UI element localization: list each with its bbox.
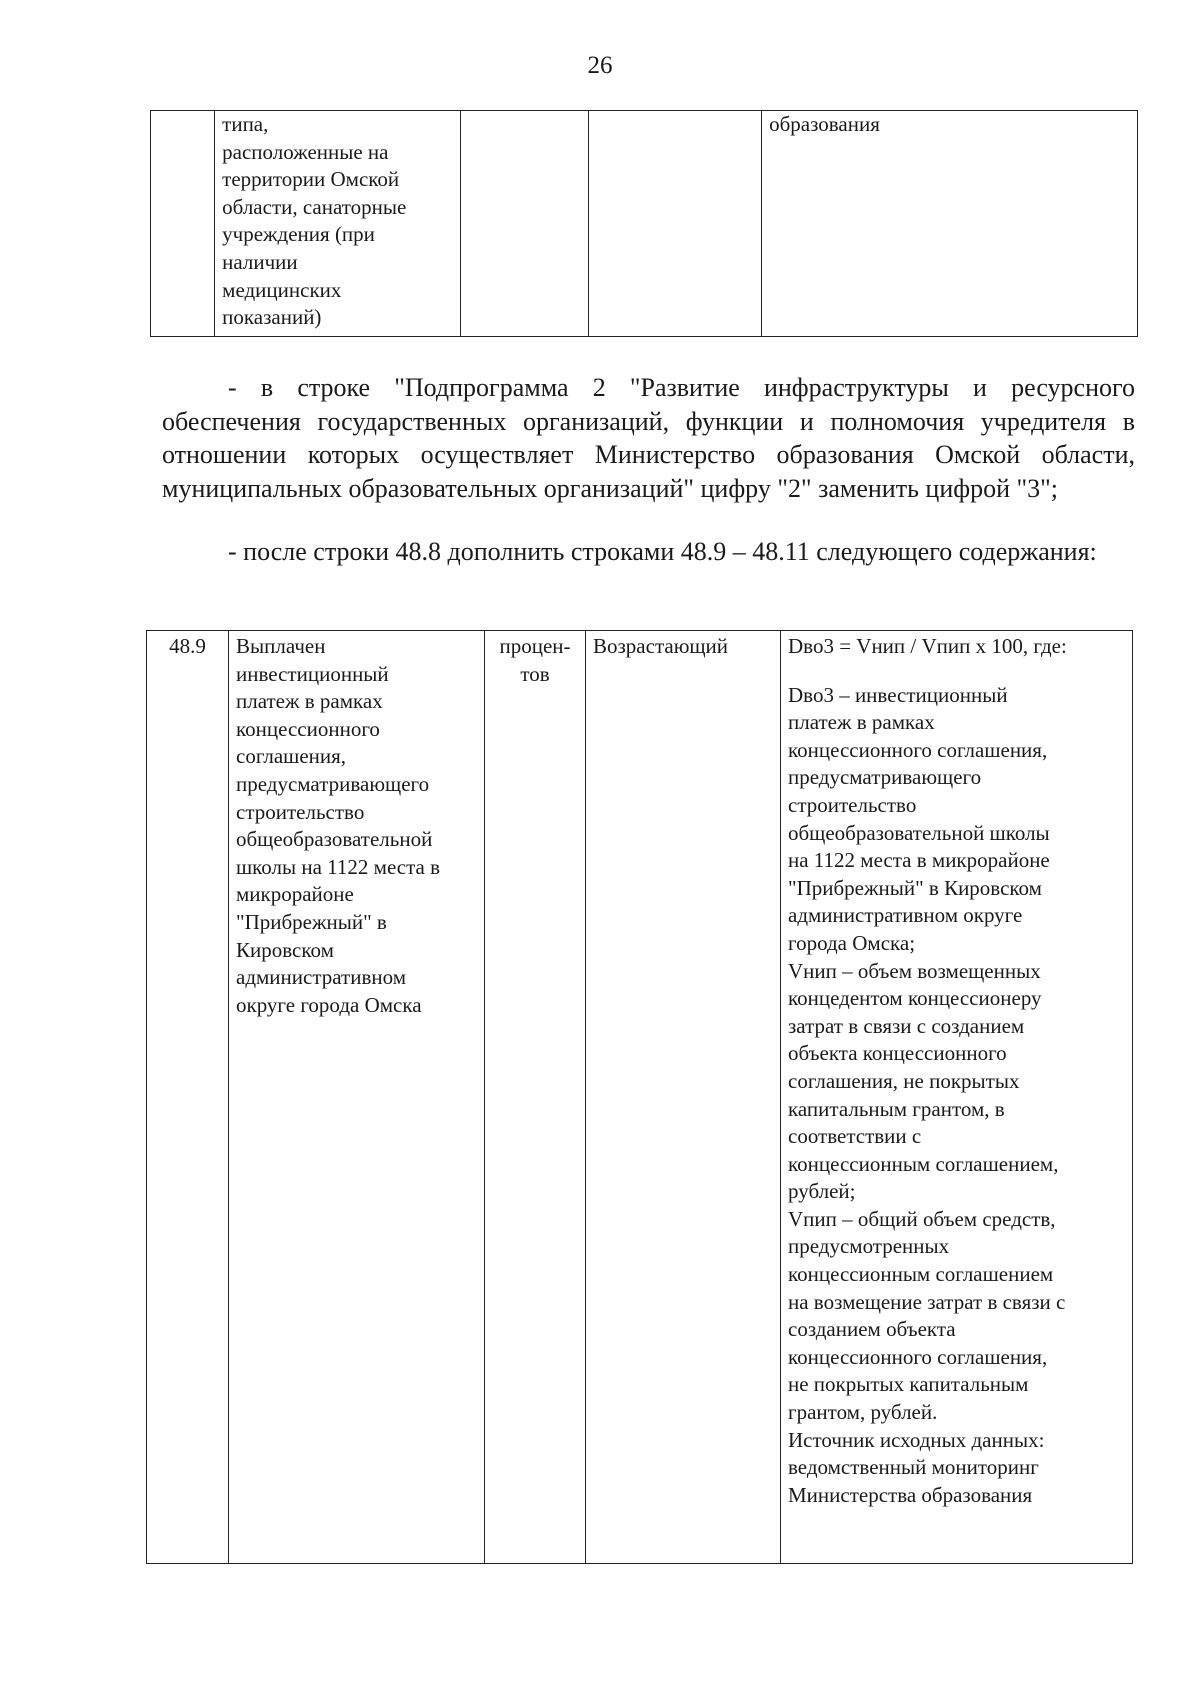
paragraph-add-rows [162, 535, 1135, 569]
text-line: на возмещение затрат в связи с [788, 1289, 1066, 1314]
indicator-table [146, 630, 1133, 1564]
text-line: Dво3 – инвестиционный [788, 682, 1008, 707]
text-line: соглашения, [236, 744, 347, 769]
text-line: рублей; [788, 1179, 856, 1204]
text-line: Источник исходных данных: [788, 1427, 1045, 1452]
text-line: ведомственный мониторинг [788, 1455, 1039, 1480]
table-row [147, 631, 1133, 1564]
text-line: капитальным грантом, в [788, 1096, 1005, 1121]
text-line: образования [769, 112, 880, 136]
text-line: концессионного соглашения, [788, 1344, 1048, 1369]
text-line: на 1122 места в микрорайоне [788, 848, 1050, 873]
text-line: расположенные на [222, 139, 389, 164]
description-cell [762, 111, 1138, 337]
text-line: наличии [222, 249, 298, 274]
trend-cell [586, 631, 781, 1564]
text-line: соглашения, не покрытых [788, 1068, 1020, 1093]
table-row [151, 111, 1138, 337]
text-line: Выплачен [236, 634, 326, 658]
text-line: концессионным соглашением [788, 1262, 1054, 1287]
text-line: территории Омской [222, 167, 400, 192]
name-cell [215, 111, 460, 337]
calculation-cell [781, 631, 1133, 1564]
text-line: соответствии с [788, 1124, 922, 1149]
text-line: Vпип – общий объем средств, [788, 1206, 1056, 1231]
text-line: концессионного соглашения, [788, 737, 1048, 762]
text-line: концессионного [236, 716, 380, 741]
number-cell [151, 111, 215, 337]
text-line: показаний) [222, 305, 322, 330]
text-line: строительство [236, 799, 365, 824]
text-line: затрат в связи с созданием [788, 1013, 1025, 1038]
text-line: процен- [499, 634, 571, 658]
row-number: 48.9 [169, 634, 206, 658]
unit-cell [485, 631, 586, 1564]
text-line: административном округе [788, 903, 1023, 928]
paragraph-text: - после строки 48.8 дополнить строками 48.9 – 48.11 следующего содержания: [228, 537, 1097, 566]
text-line: платеж в рамках [788, 710, 935, 735]
indicator-name-cell [229, 631, 485, 1564]
text-line: Министерства образования [788, 1482, 1033, 1507]
text-line: предусматривающего [236, 771, 430, 796]
paragraph-change-subprogram [162, 371, 1135, 505]
row-number-cell [147, 631, 229, 1564]
text-line: грантом, рублей. [788, 1400, 938, 1425]
text-line: концедентом концессионеру [788, 986, 1042, 1011]
text-line: типа, [222, 112, 269, 136]
formula: Dво3 = Vнип / Vпип x 100, где: [788, 634, 1067, 658]
trend-text: Возрастающий [593, 634, 729, 658]
trend-cell [588, 111, 761, 337]
text-line: города Омска; [788, 930, 916, 955]
text-line: тов [520, 661, 550, 686]
text-line: административном [236, 965, 406, 990]
text-line: предусматривающего [788, 765, 982, 790]
unit-cell [460, 111, 588, 337]
text-line: "Прибрежный" в Кировском [788, 875, 1042, 900]
text-line: созданием объекта [788, 1317, 956, 1342]
text-line: "Прибрежный" в [236, 909, 387, 934]
text-line: общеобразовательной школы [788, 820, 1050, 845]
text-line: предусмотренных [788, 1234, 950, 1259]
text-line: медицинских [222, 277, 342, 302]
text-line: учреждения (при [222, 222, 375, 247]
continuation-table [150, 110, 1138, 337]
text-line: платеж в рамках [236, 689, 383, 714]
text-line: области, санаторные [222, 194, 407, 219]
text-line: округе города Омска [236, 992, 422, 1017]
text-line: строительство [788, 792, 917, 817]
text-line: объекта концессионного [788, 1041, 1007, 1066]
text-line: общеобразовательной [236, 827, 433, 852]
text-line: микрорайоне [236, 882, 354, 907]
paragraph-text: - в строке "Подпрограмма 2 "Развитие инфраструктуры и ресурсного обеспечения государственных организаций, функции и полномочия учредителя в отношении которых осуществляет Министерство образования Омской области, муниципальных образовательных организаций" цифру "2" заменить цифрой "3"; [162, 373, 1135, 503]
text-line: инвестиционный [236, 661, 389, 686]
text-line: не покрытых капитальным [788, 1372, 1029, 1397]
page-number: 26 [587, 52, 613, 79]
text-line: Кировском [236, 937, 334, 962]
text-line: школы на 1122 места в [236, 854, 441, 879]
text-line: концессионным соглашением, [788, 1151, 1059, 1176]
text-line: Vнип – объем возмещенных [788, 958, 1041, 983]
